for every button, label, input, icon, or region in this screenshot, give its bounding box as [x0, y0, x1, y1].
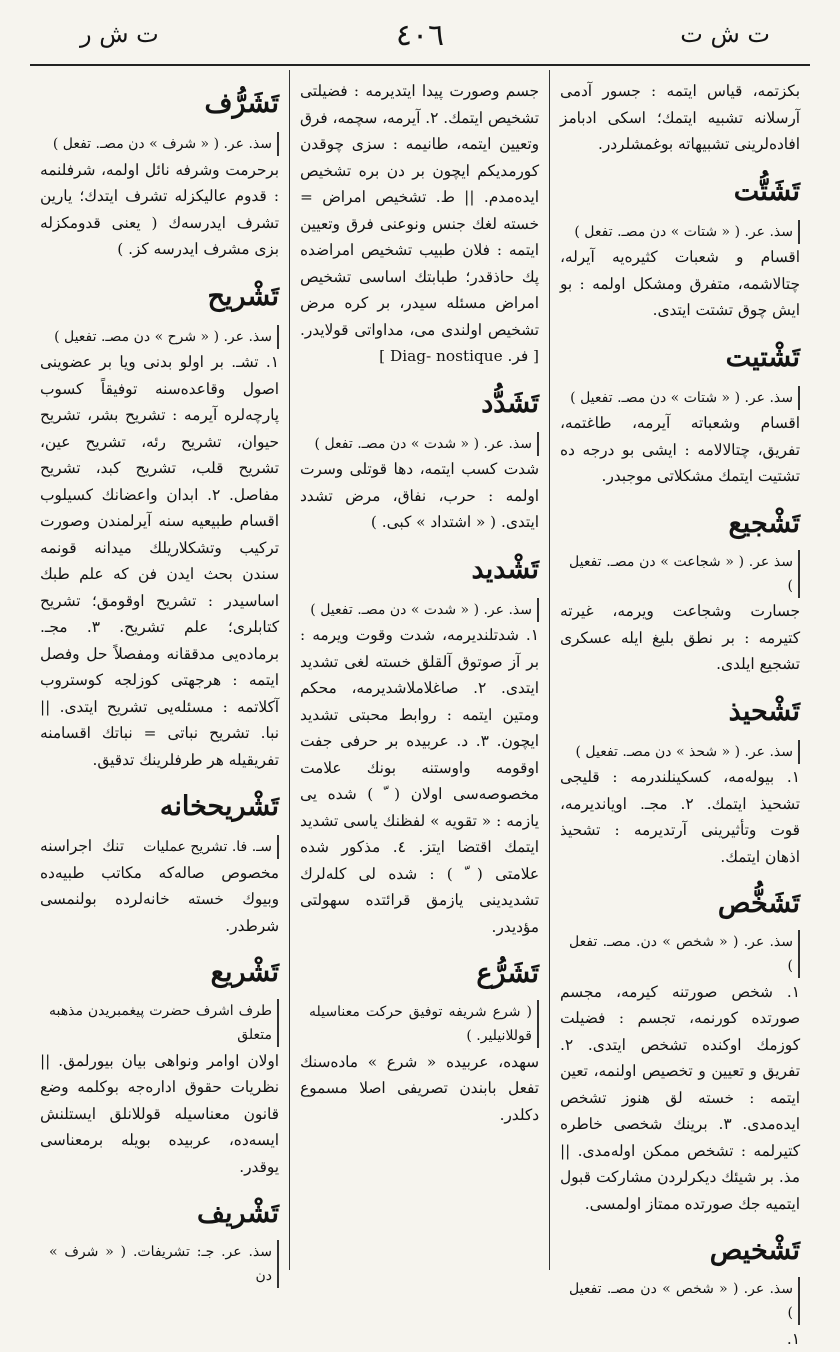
- dictionary-entry: [40, 947, 279, 1180]
- dictionary-entry: [560, 878, 800, 1217]
- entry-headword: تَشَرُّف: [204, 88, 279, 119]
- dictionary-entry: [40, 1188, 279, 1289]
- page-header: [30, 16, 810, 64]
- dictionary-entry: [40, 781, 279, 939]
- entry-headword: تَشَرُّع: [476, 958, 539, 989]
- entry-headword: تَشَدُّد: [481, 387, 539, 419]
- dictionary-entry: [560, 686, 800, 871]
- dictionary-entry: [300, 78, 539, 370]
- entry-grammar: سذ. عر. ( « شدت » دن مصـ. تفعيل ): [305, 598, 539, 622]
- dictionary-entry: [300, 378, 539, 536]
- entry-grammar: سذ. عر. ( « شخص » دن. مصـ. تفعل ): [564, 930, 800, 978]
- dictionary-columns: [30, 70, 810, 1348]
- entry-grammar: سذ. عر. ( « شحذ » دن مصـ. تفعيل ): [570, 740, 800, 764]
- page-number: ٤٠٦: [395, 18, 445, 53]
- header-left-letters: ت ش ر: [80, 20, 159, 48]
- entry-definition: شدت كسب ايتمه، دها قوتلى وسرت اولمه : حرب، نفاق، مرض تشدد ايتدى. ( « اشتداد » كبى. ): [300, 460, 539, 531]
- entry-definition: برحرمت وشرفه نائل اولمه، شرفلنمه : قدوم عاليكزله تشرف ايتدك؛ يارين تشرف ايدرسەك ( يعنى قدومكزله بزى مشرف ايدرسه كز. ): [40, 160, 279, 258]
- entry-headword: تَشْجيع: [728, 507, 800, 539]
- entry-headword: تَشْتيت: [725, 341, 800, 373]
- entry-definition: تنك اجراسنه مخصوص صالەكه مكاتب طبيەده وبيوك خسته خانەلرده بولنمسى شرطدر.: [40, 837, 279, 935]
- entry-definition: اقسام وشعباته آيرمه، طاغتمه، تفريق، چتالالامه : ايشى بو درجه ده تشتيت ايتمك مشكلاتى موجبدر.: [560, 414, 800, 485]
- entry-definition: ١. بيولەمه، كسكينلندرمه : قليجى تشحيذ ايتمك. ٢. مجـ. اويانديرمه، قوت وتأثيرينى آرتديرمه : تشحيذ اذهان ايتمك.: [560, 768, 800, 866]
- dictionary-entry: [40, 78, 279, 263]
- column-left: [30, 70, 290, 1284]
- entry-headword: تَشْريحخانه: [159, 791, 279, 822]
- entry-definition: ١. شدتلنديرمه، شدت وقوت ويرمه : بر آز صوتوق آلقلق خسته لغى تشديد ايتدى. ٢. صاغلاملاشديرمه، محكم ومتين ايتمه : روابط محبتى تشديد ايچون. ٣. د. عربيده بر حرفى جفت اوقومه واوستنه بونك علامت مخصوصەسى اولان ( ّ ) شده يى يازمه : « تقويه » لفظنك ياسى تشديد ايتمك اقتضا ايتز. ٤. مذكور شده علامتى ( ّ ) : شده لى كلەلرك تشديدينى يازمق قرائتده سهولتى مؤديدر.: [300, 626, 539, 936]
- dictionary-entry: [560, 166, 800, 324]
- entry-grammar: طرف اشرف حضرت پيغمبريدن مذهبه متعلق: [44, 999, 279, 1047]
- dictionary-entry: [300, 544, 539, 941]
- entry-grammar: سذ. عر. جـ: تشريفات. ( « شرف » دن: [44, 1240, 279, 1288]
- entry-headword: تَشْريع: [210, 957, 279, 988]
- entry-grammar: سـ. فا. تشريح عمليات: [138, 835, 279, 859]
- entry-grammar: ( شرع شريفه توفيق حركت معناسيله قوللانيلير. ): [304, 1000, 539, 1048]
- column-middle: [290, 70, 550, 1270]
- entry-grammar: سذ. عر. ( « شخص » دن مصـ. تفعيل ): [564, 1277, 800, 1325]
- dictionary-entry: [300, 948, 539, 1128]
- header-rule: [30, 64, 810, 66]
- entry-grammar: سذ. عر. ( « شرف » دن مصـ. تفعل ): [48, 132, 279, 156]
- entry-definition: ١. تشـ. بر اولو بدنى ويا بر عضوينى اصول وقاعدەسنه توفيقاً كسوب پارچەلره آيرمه : تشريح بشر، تشريح حيوان، تشريح رئه، تشريح عين، تشريح قلب، تشريح كبد، تشريح مفاصل. ٢. ابدان واعضانك كسيلوب اقسام طبيعيه سنه آيرلمندن وصورت تركيب وتشكلاريلك ميدانه قونمه سندن بحث ايدن فن كه علم طبك اساسيدر : تشريح اوقومق؛ تشريح كتابلرى؛ علم تشريح. ٣. مجـ. برمادەيى مدققانه ومفصلاً حل وفصل ايتمه : هرجهتى كوزلجه كوستروب آكلاتمه : مسئلەيى تشريح ايتدى. || نبا. تشريح نباتى = نباتك اقسامنه تفريقيله هر طرفلرينك تدقيق.: [40, 353, 279, 769]
- entry-grammar: سذ. عر. ( « شتات » دن مصـ. تفعل ): [569, 220, 800, 244]
- entry-definition: جسارت وشجاعت ويرمه، غيرته كتيرمه : بر نطق بليغ ايله عسكرى تشجيع ايلدى.: [560, 602, 800, 673]
- column-right: [550, 70, 810, 1348]
- dictionary-entry: [560, 332, 800, 490]
- entry-grammar: سذ. عر. ( « شرح » دن مصـ. تفعيل ): [49, 325, 279, 349]
- entry-headword: تَشْريح: [207, 280, 279, 312]
- dictionary-entry: [560, 1225, 800, 1352]
- entry-headword: تَشَخُّص: [717, 888, 800, 919]
- entry-definition: جسم وصورت پيدا ايتديرمه : فضيلتى تشخيص ايتمك. ٢. آيرمه، سچمه، فرق وتعيين ايتمه، طانيمه : سزى چوقدن كورمديكم ايچون بر دن بره تشخيص ايدەمدم. || ط. تشخيص امراض = خسته لغك جنس ونوعنى فرق وتعيين ايتمه : فلان طبيب تشخيص امراضده پك حاذقدر؛ طبابتك اساسى تشخيص امراض مسئله سيدر، بر كره مرض تشخيص اولندى مى، مداواتى قولايدر. [ فر. Diag- nostique ]: [300, 82, 539, 365]
- entry-headword: تَشْديد: [471, 553, 539, 585]
- dictionary-entry: [560, 78, 800, 158]
- header-right-letters: ت ش ت: [680, 20, 770, 48]
- entry-grammar: سذ. عر. ( « شدت » دن مصـ. تفعل ): [310, 432, 539, 456]
- entry-grammar: سذ عر. ( « شجاعت » دن مصـ. تفعيل ): [564, 550, 800, 598]
- dictionary-entry: [40, 271, 279, 774]
- entry-headword: تَشْخيص: [709, 1235, 800, 1266]
- entry-definition: ١.: [786, 1329, 800, 1348]
- entry-definition: سهده، عربيده « شرع » مادەسنك تفعل بابندن تصريفى اصلا مسموع دكلدر.: [300, 1052, 539, 1124]
- entry-headword: تَشْحيذ: [728, 695, 800, 727]
- entry-headword: تَشْريف: [197, 1198, 279, 1229]
- entry-definition: اولان اوامر ونواهى بيان بيورلمق. || نظريات حقوق ادارەجه بوكلمه وضع قانون معناسيله قوللانلق ايستلنش ايسەده، عربيده بويله برمعناسى يوقدر.: [40, 1051, 279, 1176]
- entry-grammar: سذ. عر. ( « شتات » دن مصـ. تفعيل ): [565, 386, 800, 410]
- entry-definition: ١. شخص صورتنه كيرمه، مجسم صورتده كورنمه، تجسم : فضيلت كوزمك اوكنده تشخص ايتدى. ٢. تفريق و تعيين و تخصيص اولنمه، تعين ايتمه : خسته لق هنوز تشخص ايدەمدى. ٣. برينك شخصى خاطره كتيرلمه : تشخص ممكن اولەمدى. || مذ. بر شيئك ديكرلردن مشاركت قبول ايتميه جك صورتده ممتاز اولمسى.: [560, 982, 800, 1213]
- entry-definition: بكزتمه، قياس ايتمه : جسور آدمى آرسلانه تشبيه ايتمك؛ اسكى ادبامز افادەلرينى تشبيهاته بوغمشلردر.: [560, 82, 800, 153]
- entry-definition: اقسام و شعبات كثيرەيە آيرلە، چتالاشمه، متفرق ومشكل اولمه : بو ايش چوق تشتت ايتدى.: [560, 248, 800, 319]
- dictionary-entry: [560, 498, 800, 678]
- entry-headword: تَشَتُّت: [733, 175, 800, 207]
